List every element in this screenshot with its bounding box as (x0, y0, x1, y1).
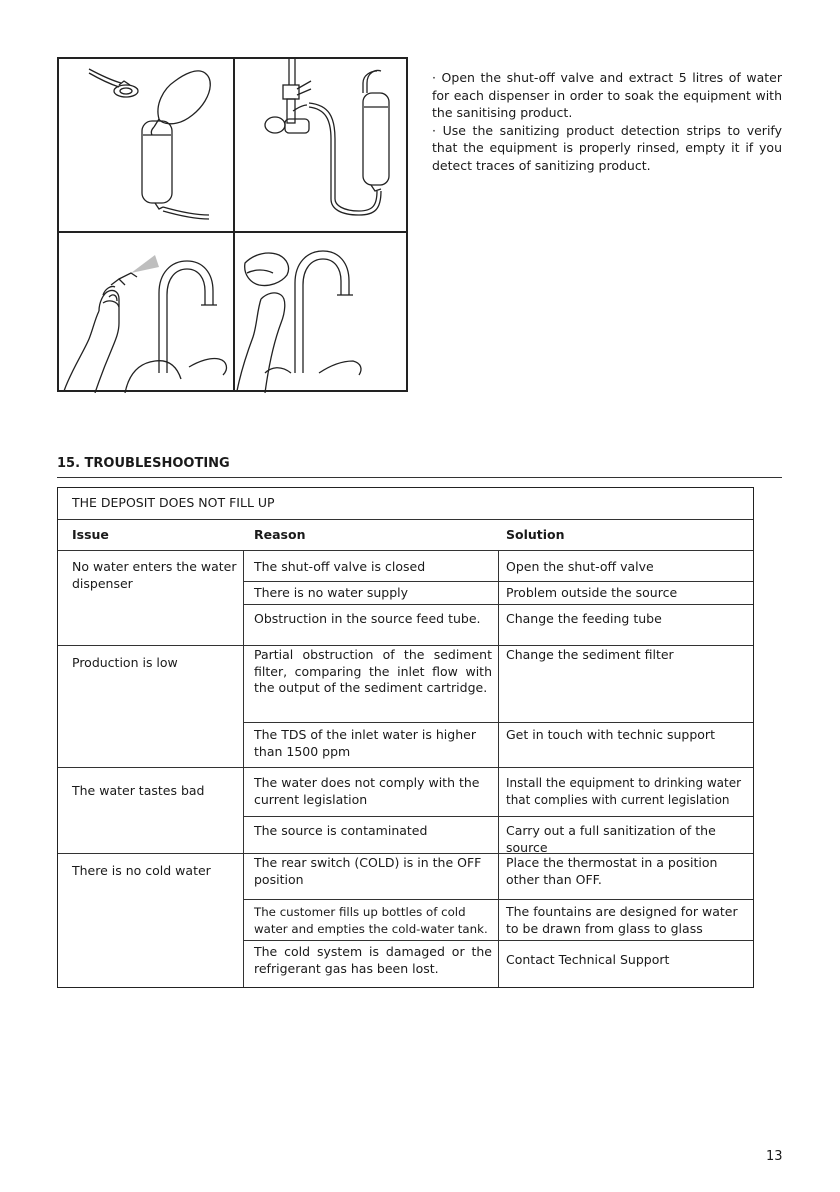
row-divider (58, 519, 753, 520)
solution-cell: Problem outside the source (506, 585, 678, 600)
table-caption: THE DEPOSIT DOES NOT FILL UP (72, 495, 275, 510)
row-divider (58, 767, 753, 768)
row-divider (58, 645, 753, 646)
panel-wipe-faucet (235, 233, 410, 393)
page-number: 13 (766, 1149, 783, 1164)
instruction-open-valve: · Open the shut-off valve and extract 5 litres of water for each dispenser in order to soak the equipment with the sanitising product. (432, 70, 782, 120)
solution-cell: Install the equipment to drinking water that complies with current legislation (506, 776, 742, 807)
reason-cell: The customer fills up bottles of cold water and empties the cold-water tank. (254, 905, 488, 936)
section-divider (57, 477, 782, 478)
panel-valve-filter (235, 59, 410, 231)
header-solution: Solution (506, 527, 565, 542)
solution-cell: Change the sediment filter (506, 647, 674, 662)
column-divider (498, 550, 499, 987)
solution-cell: Place the thermostat in a position other than OFF. (506, 855, 718, 887)
header-reason: Reason (254, 527, 306, 542)
sanitising-illustration (57, 57, 408, 392)
header-issue: Issue (72, 527, 109, 542)
reason-cell: The water does not comply with the current legislation (254, 775, 480, 807)
reason-cell: Obstruction in the source feed tube. (254, 611, 481, 626)
reason-cell: There is no water supply (254, 585, 409, 600)
solution-cell: The fountains are designed for water to be drawn from glass to glass (506, 904, 738, 936)
panel-pour-sanitiser (59, 59, 233, 231)
troubleshooting-table (57, 487, 754, 988)
instruction-detection-strips: · Use the sanitizing product detection strips to verify that the equipment is properly rinsed, empty it if you detect traces of sanitizing product. (432, 122, 782, 173)
solution-cell: Change the feeding tube (506, 611, 662, 626)
solution-cell: Open the shut-off valve (506, 559, 654, 574)
reason-cell: The shut-off valve is closed (254, 559, 426, 574)
sanitising-instructions (432, 69, 782, 174)
solution-cell: Get in touch with technic support (506, 727, 715, 742)
reason-cell: Partial obstruction of the sediment filter, comparing the inlet flow with the output of the sediment cartridge. (254, 647, 492, 695)
solution-cell: Contact Technical Support (506, 952, 670, 967)
reason-cell: The source is contaminated (254, 823, 428, 838)
column-divider (243, 550, 244, 987)
issue-production-low: Production is low (72, 655, 178, 670)
reason-cell: The TDS of the inlet water is higher than 1500 ppm (254, 727, 476, 759)
section-title: 15. TROUBLESHOOTING (57, 456, 230, 471)
issue-no-water: No water enters the water dispenser (72, 559, 237, 591)
reason-cell: The cold system is damaged or the refrigerant gas has been lost. (254, 944, 492, 976)
issue-tastes-bad: The water tastes bad (72, 783, 205, 798)
panel-spray-faucet (59, 233, 233, 393)
solution-cell: Carry out a full sanitization of the source (506, 823, 716, 855)
issue-no-cold-water: There is no cold water (72, 863, 211, 878)
row-divider (58, 550, 753, 551)
reason-cell: The rear switch (COLD) is in the OFF position (254, 855, 482, 887)
